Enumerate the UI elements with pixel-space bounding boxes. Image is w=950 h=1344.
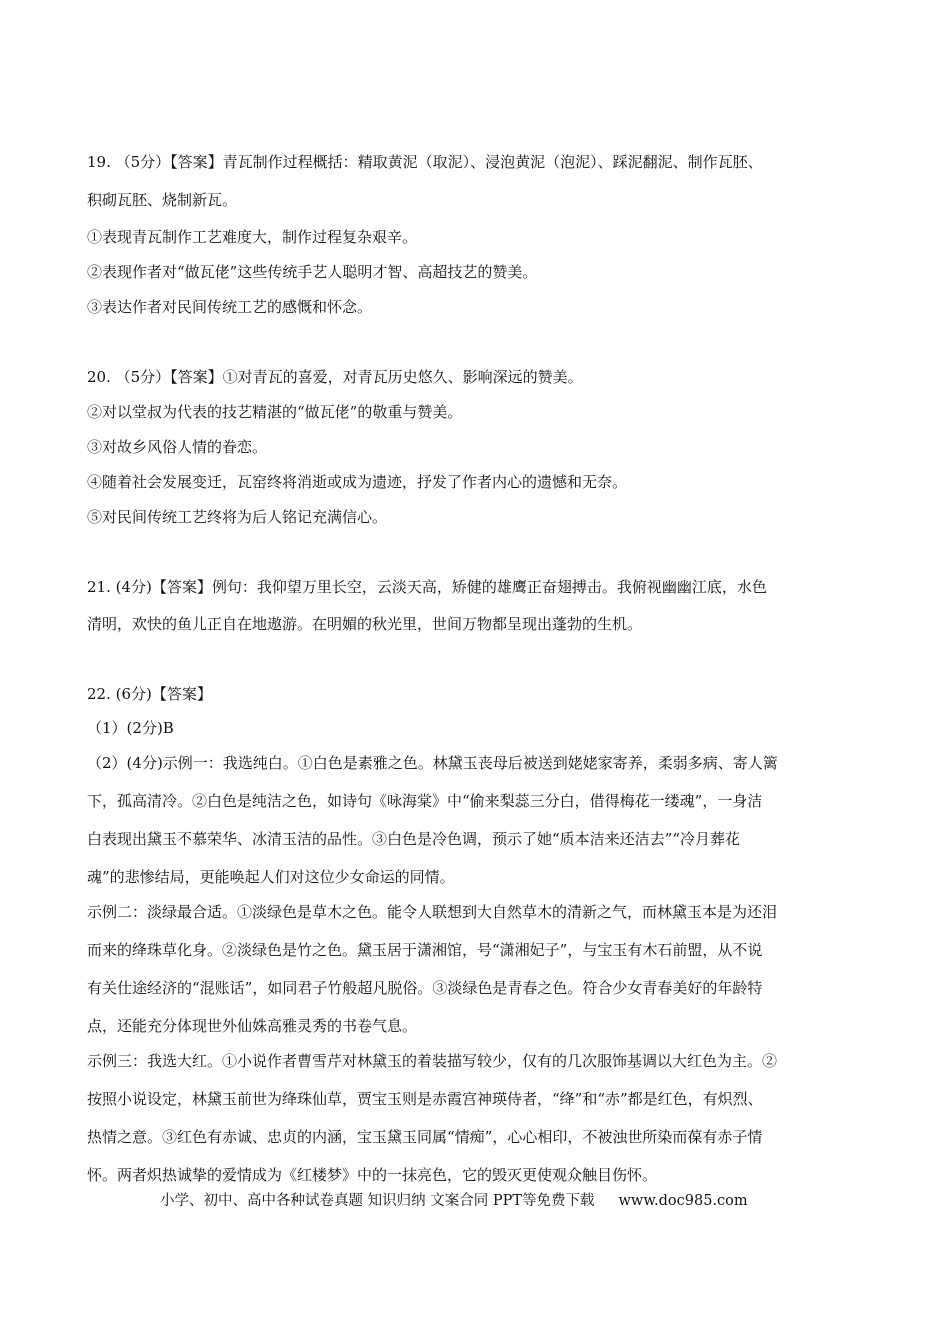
q22-part-2-line-2: 下，孤高清冷。②白色是纯洁之色，如诗句《咏海棠》中“偷来梨蕊三分白，借得梅花一缕魂”，一身洁 — [87, 792, 763, 810]
q19-line-5: ③表达作者对民间传统工艺的感慨和怀念。 — [87, 298, 373, 316]
q22-part-2-line-4: 魂”的悲惨结局，更能唤起人们对这位少女命运的同情。 — [87, 868, 455, 886]
q22-part-2-line-3: 白表现出黛玉不慕荣华、冰清玉洁的品性。③白色是冷色调，预示了她“质本洁来还洁去”“冷月葬花 — [87, 830, 741, 848]
q22-part-1: （1）(2分)B — [87, 719, 174, 737]
q20-line-3: ③对故乡风俗人情的眷恋。 — [87, 438, 268, 456]
q22-example-2-line-1: 示例二：淡绿最合适。①淡绿色是草木之色。能令人联想到大自然草木的清新之气，而林黛玉本是为还泪 — [87, 903, 778, 921]
q20-line-1: 20. （5分）【答案】①对青瓦的喜爱，对青瓦历史悠久、影响深远的赞美。 — [87, 368, 583, 386]
q22-example-2-line-4: 点，还能充分体现世外仙姝高雅灵秀的书卷气息。 — [87, 1017, 418, 1035]
q19-line-3: ①表现青瓦制作工艺难度大，制作过程复杂艰辛。 — [87, 228, 418, 246]
q22-part-2-line-1: （2）(4分)示例一：我选纯白。①白色是素雅之色。林黛玉丧母后被送到姥姥家寄养，柔弱多病、寄人篱 — [87, 754, 778, 772]
q21-line-1: 21. (4分)【答案】例句：我仰望万里长空，云淡天高，矫健的雄鹰正奋翅搏击。我俯视幽幽江底，水色 — [87, 578, 767, 596]
q19-line-4: ②表现作者对“做瓦佬”这些传统手艺人聪明才智、高超技艺的赞美。 — [87, 263, 538, 281]
q19-line-1: 19. （5分）【答案】青瓦制作过程概括：精取黄泥（取泥）、浸泡黄泥（泡泥）、踩泥翻泥、制作瓦胚、 — [87, 153, 763, 171]
footer-url[interactable]: www.doc985.com — [618, 1193, 748, 1209]
q20-line-5: ⑤对民间传统工艺终将为后人铭记充满信心。 — [87, 508, 388, 526]
q22-example-3-line-2: 按照小说设定，林黛玉前世为绛珠仙草，贾宝玉则是赤霞宫神瑛侍者，“绛”和“赤”都是红色，有炽烈、 — [87, 1090, 763, 1108]
q22-example-2-line-3: 有关仕途经济的“混账话”，如同君子竹般超凡脱俗。③淡绿色是青春之色。符合少女青春美好的年龄特 — [87, 979, 763, 997]
q22-example-2-line-2: 而来的绛珠草化身。②淡绿色是竹之色。黛玉居于潇湘馆，号“潇湘妃子”，与宝玉有木石前盟，从不说 — [87, 941, 763, 959]
q22-example-3-line-4: 怀。两者炽热诚挚的爱情成为《红楼梦》中的一抹亮色，它的毁灭更使观众触目伤怀。 — [87, 1166, 658, 1184]
q22-header: 22. (6分)【答案】 — [87, 685, 212, 703]
q20-line-2: ②对以堂叔为代表的技艺精湛的“做瓦佬”的敬重与赞美。 — [87, 403, 463, 421]
q22-example-3-line-1: 示例三：我选大红。①小说作者曹雪芹对林黛玉的着装描写较少，仅有的几次服饰基调以大红色为主。② — [87, 1052, 778, 1070]
q20-line-4: ④随着社会发展变迁，瓦窑终将消逝或成为遗迹，抒发了作者内心的遗憾和无奈。 — [87, 473, 628, 491]
q21-line-2: 清明，欢快的鱼儿正自在地遨游。在明媚的秋光里，世间万物都呈现出蓬勃的生机。 — [87, 615, 643, 633]
footer-text: 小学、初中、高中各种试卷真题 知识归纳 文案合同 PPT等免费下载 — [160, 1193, 595, 1209]
q22-example-3-line-3: 热情之意。③红色有赤诚、忠贞的内涵，宝玉黛玉同属“情痴”，心心相印，不被浊世所染而葆有赤子情 — [87, 1128, 763, 1146]
page-footer — [160, 1191, 748, 1211]
q19-line-2: 积砌瓦胚、烧制新瓦。 — [87, 191, 238, 209]
